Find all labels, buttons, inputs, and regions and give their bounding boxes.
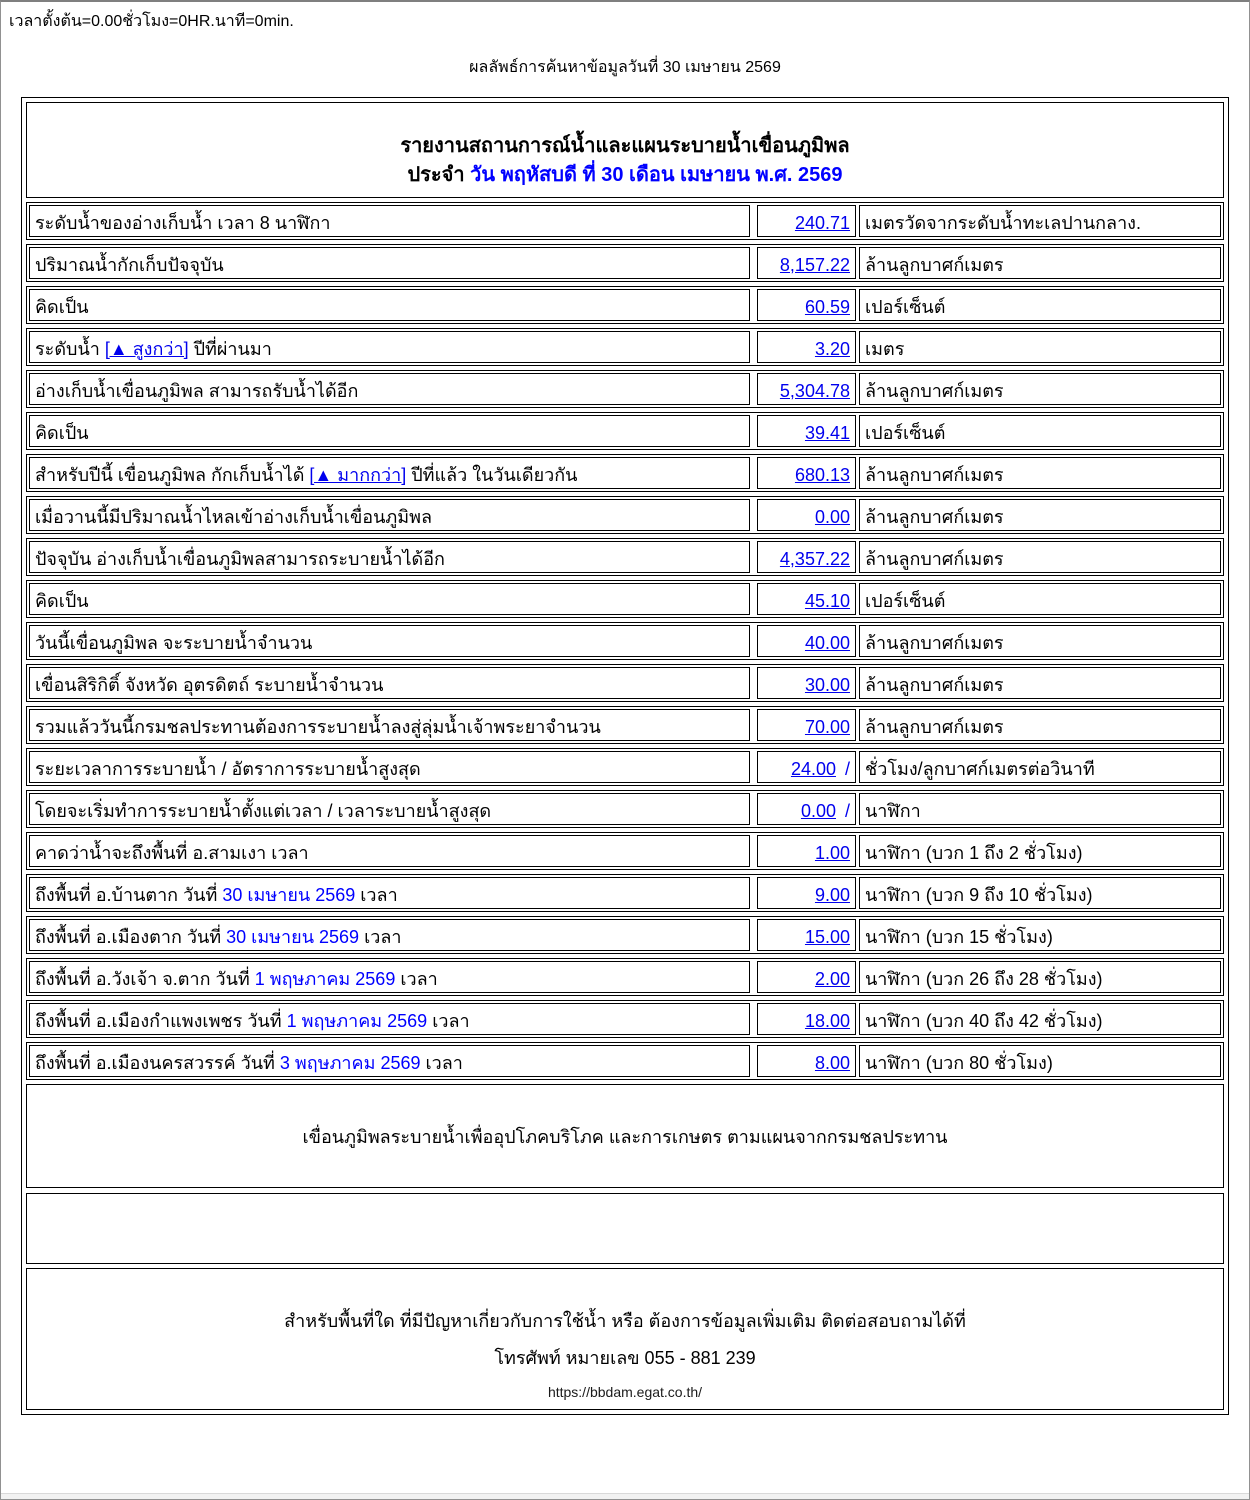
row-value-cell bbox=[757, 1045, 856, 1077]
label-text: ปีที่แล้ว ในวันเดียวกัน bbox=[406, 465, 578, 485]
label-text: เวลา bbox=[420, 1053, 463, 1073]
report-subtitle-prefix: ประจำ bbox=[407, 164, 471, 186]
label-text: เวลา bbox=[395, 969, 438, 989]
row-label bbox=[29, 373, 750, 405]
table-row bbox=[26, 454, 1224, 492]
value-link[interactable]: 680.13 bbox=[794, 465, 850, 485]
value-link[interactable]: 9.00 bbox=[814, 885, 850, 905]
label-text: ปีที่ผ่านมา bbox=[188, 339, 272, 359]
row-label bbox=[29, 1045, 750, 1077]
value-suffix: / bbox=[839, 801, 850, 821]
table-row bbox=[26, 958, 1224, 996]
value-link[interactable]: 18.00 bbox=[804, 1011, 850, 1031]
row-label bbox=[29, 835, 750, 867]
row-value-cell bbox=[757, 247, 856, 279]
table-row bbox=[26, 538, 1224, 576]
row-unit: ล้านลูกบาศก์เมตร bbox=[859, 457, 1221, 489]
compare-link[interactable]: [▲ สูงกว่า] bbox=[104, 339, 189, 359]
row-value-cell bbox=[757, 961, 856, 993]
table-row bbox=[26, 244, 1224, 282]
label-text: คิดเป็น bbox=[35, 591, 89, 611]
label-text: วันนี้เขื่อนภูมิพล จะระบายน้ำจำนวน bbox=[35, 633, 313, 653]
contact-info-text: สำหรับพื้นที่ใด ที่มีปัญหาเกี่ยวกับการใช้น้ำ หรือ ต้องการข้อมูลเพิ่มเติม ติดต่อสอบถามได้ที่ bbox=[284, 1311, 966, 1331]
table-row bbox=[26, 790, 1224, 828]
contact-box bbox=[26, 1268, 1224, 1410]
table-row bbox=[26, 664, 1224, 702]
value-link[interactable]: 39.41 bbox=[804, 423, 850, 443]
row-unit: ล้านลูกบาศก์เมตร bbox=[859, 247, 1221, 279]
date-text: 1 พฤษภาคม 2569 bbox=[286, 1011, 428, 1031]
label-text: ปัจจุบัน อ่างเก็บน้ำเขื่อนภูมิพลสามารถระบายน้ำได้อีก bbox=[35, 549, 445, 569]
row-unit: นาฬิกา bbox=[859, 793, 1221, 825]
report-subtitle bbox=[407, 161, 842, 190]
value-link[interactable]: 8,157.22 bbox=[779, 255, 850, 275]
row-label bbox=[29, 289, 750, 321]
label-text: คาดว่าน้ำจะถึงพื้นที่ อ.สามเงา เวลา bbox=[35, 843, 309, 863]
row-unit: เมตร bbox=[859, 331, 1221, 363]
row-unit: ล้านลูกบาศก์เมตร bbox=[859, 625, 1221, 657]
date-text: 30 เมษายน 2569 bbox=[222, 885, 356, 905]
table-row bbox=[26, 622, 1224, 660]
row-label bbox=[29, 499, 750, 531]
label-text: คิดเป็น bbox=[35, 297, 89, 317]
table-row bbox=[26, 1042, 1224, 1080]
row-value-cell bbox=[757, 331, 856, 363]
value-link[interactable]: 30.00 bbox=[804, 675, 850, 695]
date-text: 30 เมษายน 2569 bbox=[226, 927, 360, 947]
row-label bbox=[29, 247, 750, 279]
label-text: เมื่อวานนี้มีปริมาณน้ำไหลเข้าอ่างเก็บน้ำเขื่อนภูมิพล bbox=[35, 507, 433, 527]
label-text: เวลา bbox=[355, 885, 398, 905]
row-label bbox=[29, 415, 750, 447]
label-text: ถึงพื้นที่ อ.บ้านตาก วันที่ bbox=[35, 885, 223, 905]
contact-phone: โทรศัพท์ หมายเลข 055 - 881 239 bbox=[494, 1348, 756, 1368]
report-frame bbox=[21, 97, 1229, 1415]
row-unit: นาฬิกา (บวก 80 ชั่วโมง) bbox=[859, 1045, 1221, 1077]
row-unit: ล้านลูกบาศก์เมตร bbox=[859, 499, 1221, 531]
row-value-cell bbox=[757, 625, 856, 657]
value-link[interactable]: 240.71 bbox=[794, 213, 850, 233]
row-unit: นาฬิกา (บวก 26 ถึง 28 ชั่วโมง) bbox=[859, 961, 1221, 993]
row-value-cell bbox=[757, 541, 856, 573]
note-text: เขื่อนภูมิพลระบายน้ำเพื่ออุปโภคบริโภค และการเกษตร ตามแผนจากกรมชลประทาน bbox=[302, 1126, 948, 1147]
label-text: อ่างเก็บน้ำเขื่อนภูมิพล สามารถรับน้ำได้อีก bbox=[35, 381, 359, 401]
row-unit: ล้านลูกบาศก์เมตร bbox=[859, 541, 1221, 573]
row-label bbox=[29, 919, 750, 951]
note-box bbox=[26, 1084, 1224, 1188]
row-unit: นาฬิกา (บวก 9 ถึง 10 ชั่วโมง) bbox=[859, 877, 1221, 909]
empty-box bbox=[26, 1193, 1224, 1264]
value-link[interactable]: 2.00 bbox=[814, 969, 850, 989]
row-label bbox=[29, 625, 750, 657]
row-label bbox=[29, 709, 750, 741]
label-text: เวลา bbox=[427, 1011, 470, 1031]
report-subtitle-date: วัน พฤหัสบดี ที่ 30 เดือน เมษายน พ.ศ. 2569 bbox=[470, 164, 843, 186]
label-text: โดยจะเริ่มทำการระบายน้ำตั้งแต่เวลา / เวลาระบายน้ำสูงสุด bbox=[35, 801, 492, 821]
table-row bbox=[26, 286, 1224, 324]
search-result-heading: ผลลัพธ์การค้นหาข้อมูลวันที่ 30 เมษายน 2569 bbox=[469, 59, 781, 76]
label-text: ปริมาณน้ำกักเก็บปัจจุบัน bbox=[35, 255, 224, 275]
row-unit: เปอร์เซ็นต์ bbox=[859, 415, 1221, 447]
label-text: ถึงพื้นที่ อ.เมืองนครสวรรค์ วันที่ bbox=[35, 1053, 280, 1073]
row-value-cell bbox=[757, 205, 856, 237]
table-row bbox=[26, 706, 1224, 744]
row-value-cell bbox=[757, 457, 856, 489]
table-row bbox=[26, 874, 1224, 912]
row-label bbox=[29, 667, 750, 699]
value-link[interactable]: 4,357.22 bbox=[779, 549, 850, 569]
value-link[interactable]: 15.00 bbox=[804, 927, 850, 947]
table-row bbox=[26, 370, 1224, 408]
row-label bbox=[29, 961, 750, 993]
table-row bbox=[26, 496, 1224, 534]
label-text: รวมแล้ววันนี้กรมชลประทานต้องการระบายน้ำลงสู่ลุ่มน้ำเจ้าพระยาจำนวน bbox=[35, 717, 601, 737]
report-title: รายงานสถานการณ์น้ำและแผนระบายน้ำเขื่อนภูมิพล bbox=[400, 135, 850, 157]
row-value-cell bbox=[757, 667, 856, 699]
value-link[interactable]: 70.00 bbox=[804, 717, 850, 737]
row-unit: ชั่วโมง/ลูกบาศก์เมตรต่อวินาที bbox=[859, 751, 1221, 783]
table-row bbox=[26, 202, 1224, 240]
row-label bbox=[29, 751, 750, 783]
row-value-cell bbox=[757, 709, 856, 741]
row-label bbox=[29, 877, 750, 909]
row-unit: ล้านลูกบาศก์เมตร bbox=[859, 667, 1221, 699]
value-link[interactable]: 3.20 bbox=[814, 339, 850, 359]
label-text: ระดับน้ำของอ่างเก็บน้ำ เวลา 8 นาฬิกา bbox=[35, 213, 331, 233]
row-label bbox=[29, 541, 750, 573]
value-link[interactable]: 5,304.78 bbox=[779, 381, 850, 401]
row-value-cell bbox=[757, 793, 856, 825]
row-label bbox=[29, 331, 750, 363]
row-value-cell bbox=[757, 583, 856, 615]
row-value-cell bbox=[757, 415, 856, 447]
value-link[interactable]: 8.00 bbox=[814, 1053, 850, 1073]
value-link[interactable]: 0.00 bbox=[800, 801, 836, 821]
row-value-cell bbox=[757, 499, 856, 531]
row-label bbox=[29, 457, 750, 489]
row-label bbox=[29, 793, 750, 825]
value-link[interactable]: 45.10 bbox=[804, 591, 850, 611]
table-row bbox=[26, 580, 1224, 618]
value-suffix: / bbox=[839, 759, 850, 779]
label-text: ระยะเวลาการระบายน้ำ / อัตราการระบายน้ำสูงสุด bbox=[35, 759, 421, 779]
row-value-cell bbox=[757, 751, 856, 783]
row-unit: เปอร์เซ็นต์ bbox=[859, 289, 1221, 321]
start-time-text: เวลาตั้งต้น=0.00ชั่วโมง=0HR.นาที=0min. bbox=[9, 13, 294, 30]
row-unit: ล้านลูกบาศก์เมตร bbox=[859, 373, 1221, 405]
value-link[interactable]: 24.00 bbox=[790, 759, 836, 779]
label-text: สำหรับปีนี้ เขื่อนภูมิพล กักเก็บน้ำได้ bbox=[35, 465, 310, 485]
label-text: ถึงพื้นที่ อ.เมืองตาก วันที่ bbox=[35, 927, 227, 947]
date-text: 3 พฤษภาคม 2569 bbox=[279, 1053, 421, 1073]
label-text: เวลา bbox=[359, 927, 402, 947]
report-table bbox=[26, 202, 1224, 1080]
row-value-cell bbox=[757, 1003, 856, 1035]
label-text: ถึงพื้นที่ อ.วังเจ้า จ.ตาก วันที่ bbox=[35, 969, 255, 989]
value-link[interactable]: 0.00 bbox=[814, 507, 850, 527]
compare-link[interactable]: [▲ มากกว่า] bbox=[309, 465, 407, 485]
label-text: คิดเป็น bbox=[35, 423, 89, 443]
row-unit: เมตรวัดจากระดับน้ำทะเลปานกลาง. bbox=[859, 205, 1221, 237]
row-value-cell bbox=[757, 289, 856, 321]
table-row bbox=[26, 832, 1224, 870]
value-link[interactable]: 60.59 bbox=[804, 297, 850, 317]
row-unit: นาฬิกา (บวก 1 ถึง 2 ชั่วโมง) bbox=[859, 835, 1221, 867]
row-unit: ล้านลูกบาศก์เมตร bbox=[859, 709, 1221, 741]
row-unit: เปอร์เซ็นต์ bbox=[859, 583, 1221, 615]
row-label bbox=[29, 1003, 750, 1035]
row-label bbox=[29, 583, 750, 615]
label-text: เขื่อนสิริกิติ์ จังหวัด อุตรดิตถ์ ระบายน้ำจำนวน bbox=[35, 675, 384, 695]
row-value-cell bbox=[757, 835, 856, 867]
table-row bbox=[26, 412, 1224, 450]
value-link[interactable]: 40.00 bbox=[804, 633, 850, 653]
label-text: ระดับน้ำ bbox=[35, 339, 105, 359]
row-unit: นาฬิกา (บวก 15 ชั่วโมง) bbox=[859, 919, 1221, 951]
row-value-cell bbox=[757, 373, 856, 405]
row-value-cell bbox=[757, 919, 856, 951]
report-header bbox=[26, 102, 1224, 198]
row-label bbox=[29, 205, 750, 237]
table-row bbox=[26, 916, 1224, 954]
date-text: 1 พฤษภาคม 2569 bbox=[254, 969, 396, 989]
contact-url: https://bbdam.egat.co.th/ bbox=[547, 1384, 703, 1400]
table-row bbox=[26, 1000, 1224, 1038]
table-row bbox=[26, 748, 1224, 786]
horizontal-scrollbar[interactable] bbox=[1, 1493, 1249, 1499]
table-row bbox=[26, 328, 1224, 366]
row-unit: นาฬิกา (บวก 40 ถึง 42 ชั่วโมง) bbox=[859, 1003, 1221, 1035]
row-value-cell bbox=[757, 877, 856, 909]
value-link[interactable]: 1.00 bbox=[814, 843, 850, 863]
label-text: ถึงพื้นที่ อ.เมืองกำแพงเพชร วันที่ bbox=[35, 1011, 287, 1031]
